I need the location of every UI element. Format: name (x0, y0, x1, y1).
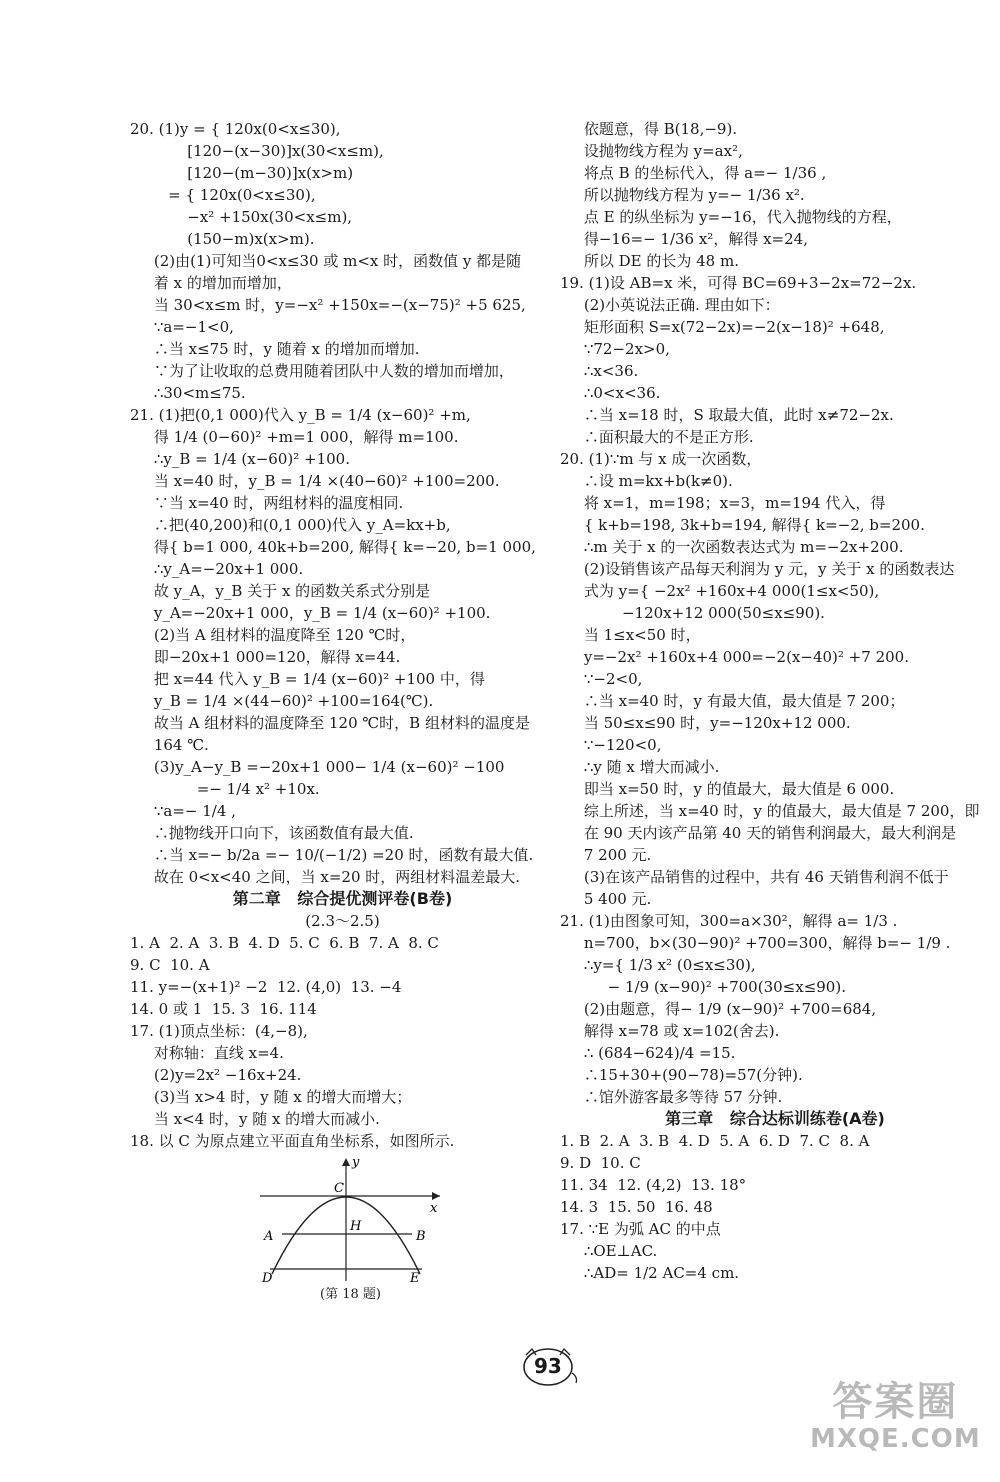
answer-line: 17. (1)顶点坐标：(4,−8), (130, 1022, 308, 1040)
parabola-diagram (250, 1156, 450, 1286)
y-axis-arrow (342, 1158, 350, 1166)
solution-line: −x² +150x(30<x≤m), (130, 208, 353, 226)
solution-line: 矩形面积 S=x(72−2x)=−2(x−18)² +648, (560, 318, 885, 336)
solution-line: 即−20x+1 000=120，解得 x=44. (130, 648, 401, 666)
solution-line: n=700，b×(30−90)² +700=300，解得 b=− 1/9 . (560, 934, 951, 952)
solution-line: 着 x 的增加而增加， (130, 274, 292, 292)
solution-line: ∴设 m=kx+b(k≠0). (560, 472, 733, 490)
answer-line: ∴OE⊥AC. (560, 1242, 658, 1260)
watermark-url: MXQE.COM (810, 1424, 981, 1454)
label-x: x (430, 1201, 438, 1216)
solution-line: ∴0<x<36. (560, 384, 661, 402)
answer-line: 11. y=−(x+1)² −2 12. (4,0) 13. −4 (130, 978, 402, 996)
solution-line: 点 E 的纵坐标为 y=−16，代入抛物线的方程， (560, 208, 902, 226)
answer-line: 1. B 2. A 3. B 4. D 5. A 6. D 7. C 8. A (560, 1132, 870, 1150)
solution-line: 当 30<x≤m 时，y=−x² +150x=−(x−75)² +5 625, (130, 296, 526, 314)
solution-line: ∴当 x=40 时，y 有最大值，最大值是 7 200； (560, 692, 905, 710)
solution-line: ∴x<36. (560, 362, 639, 380)
solution-line: 7 200 元. (560, 846, 652, 864)
solution-line: 21. (1)把(0,1 000)代入 y_B = 1/4 (x−60)² +m, (130, 406, 471, 424)
right-text-block (560, 118, 990, 1108)
watermark-title: 答案圈 (832, 1379, 959, 1425)
solution-line: (150−m)x(x>m). (130, 230, 315, 248)
solution-line: 把 x=44 代入 y_B = 1/4 (x−60)² +100 中，得 (130, 670, 485, 688)
solution-line: ∵a=− 1/4 , (130, 802, 236, 820)
solution-line: y_A=−20x+1 000，y_B = 1/4 (x−60)² +100. (130, 604, 491, 622)
solution-line: (2)由题意，得− 1/9 (x−90)² +700=684, (560, 1000, 877, 1018)
solution-line: y=−2x² +160x+4 000=−2(x−40)² +7 200. (560, 648, 909, 666)
answer-line: (2)y=2x² −16x+24. (130, 1066, 302, 1084)
solution-line: ∵当 x=40 时，两组材料的温度相同. (130, 494, 404, 512)
solution-line: 即当 x=50 时，y 的值最大，最大值是 6 000. (560, 780, 895, 798)
watermark (810, 1380, 981, 1454)
solution-line: [120−(x−30)]x(30<x≤m), (130, 142, 384, 160)
solution-line: (2)由(1)可知当0<x≤30 或 m<x 时，函数值 y 都是随 (130, 252, 522, 270)
solution-line: (3)在该产品销售的过程中，共有 46 天销售利润不低于 (560, 868, 949, 886)
label-d: D (262, 1271, 273, 1286)
solution-line: 式为 y={ −2x² +160x+4 000(1≤x<50), (560, 582, 880, 600)
solution-line: 解得 x=78 或 x=102(舍去). (560, 1022, 780, 1040)
label-y: y (352, 1156, 360, 1170)
solution-line: 所以 DE 的长为 48 m. (560, 252, 739, 270)
solution-line: 当 1≤x<50 时， (560, 626, 701, 644)
solution-line: ∴抛物线开口向下，该函数值有最大值. (130, 824, 414, 842)
left-text-block (130, 118, 555, 888)
chapter3-heading: 第三章 综合达标训练卷(A卷) (665, 1109, 885, 1128)
solution-line: 故 y_A，y_B 关于 x 的函数关系式分别是 (130, 582, 431, 600)
solution-line: ∵为了让收取的总费用随着团队中人数的增加而增加， (130, 362, 514, 380)
answer-line: 当 x<4 时，y 随 x 的增大而减小. (130, 1110, 380, 1128)
answer-line: 14. 0 或 1 15. 3 16. 114 (130, 1000, 317, 1018)
solution-line: ∵−2<0, (560, 670, 643, 688)
solution-line: 故当 A 组材料的温度降至 120 ℃时，B 组材料的温度是 (130, 714, 530, 732)
solution-line: 故在 0<x<40 之间，当 x=20 时，两组材料温差最大. (130, 868, 521, 886)
solution-line: ∴馆外游客最多等待 57 分钟. (560, 1088, 783, 1106)
solution-line: 将点 B 的坐标代入，得 a=− 1/36 , (560, 164, 827, 182)
solution-line: 依题意，得 B(18,−9). (560, 120, 738, 138)
solution-line: ∴当 x≤75 时，y 随着 x 的增加而增加. (130, 340, 420, 358)
solution-line: ∵−120<0, (560, 736, 662, 754)
solution-line: ∴m 关于 x 的一次函数表达式为 m=−2x+200. (560, 538, 904, 556)
solution-line: { k+b=198, 3k+b=194, 解得{ k=−2, b=200. (560, 516, 925, 534)
solution-line: − 1/9 (x−90)² +700(30≤x≤90). (560, 978, 846, 996)
page-number-badge (520, 1345, 580, 1389)
label-h: H (350, 1219, 362, 1234)
solution-line: 20. (1)y = { 120x(0<x≤30), (130, 120, 341, 138)
solution-line: ∴y 随 x 增大而减小. (560, 758, 720, 776)
answer-line: 9. C 10. A (130, 956, 210, 974)
solution-line: 当 50≤x≤90 时，y=−120x+12 000. (560, 714, 851, 732)
solution-line: ∴y={ 1/3 x² (0≤x≤30), (560, 956, 756, 974)
chapter2-subheading: (2.3～2.5) (305, 912, 380, 930)
answer-line: 18. 以 C 为原点建立平面直角坐标系，如图所示. (130, 1132, 455, 1150)
right-column (560, 118, 990, 1284)
answer-line: 9. D 10. C (560, 1154, 641, 1172)
solution-line: [120−(m−30)]x(x>m) (130, 164, 354, 182)
solution-line: 得−16=− 1/36 x²，解得 x=24, (560, 230, 808, 248)
solution-line: ∴ (684−624)/4 =15. (560, 1044, 736, 1062)
label-a: A (264, 1229, 274, 1244)
solution-line: (3)y_A−y_B =−20x+1 000− 1/4 (x−60)² −100 (130, 758, 505, 776)
answer-line: 1. A 2. A 3. B 4. D 5. C 6. B 7. A 8. C (130, 934, 439, 952)
answer-line: 14. 3 15. 50 16. 48 (560, 1198, 713, 1216)
solution-line: 将 x=1，m=198；x=3，m=194 代入，得 (560, 494, 886, 512)
answer-line: (3)当 x>4 时，y 随 x 的增大而增大； (130, 1088, 412, 1106)
solution-line: ∴y_A=−20x+1 000. (130, 560, 304, 578)
chapter2-heading: 第二章 综合提优测评卷(B卷) (232, 889, 453, 908)
solution-line: 20. (1)∵m 与 x 成一次函数， (560, 450, 762, 468)
label-c: C (334, 1181, 344, 1196)
x-axis-arrow (432, 1192, 440, 1200)
solution-line: ∵72−2x>0, (560, 340, 670, 358)
figure-18 (130, 1156, 555, 1306)
answer-line: 11. 34 12. (4,2) 13. 18° (560, 1176, 747, 1194)
label-b: B (416, 1229, 426, 1244)
solution-line: ∴15+30+(90−78)=57(分钟). (560, 1066, 803, 1084)
solution-line: ∴30<m≤75. (130, 384, 246, 402)
solution-line: ∴面积最大的不是正方形. (560, 428, 754, 446)
solution-line: (2)小英说法正确. 理由如下： (560, 296, 780, 314)
answer-line: 对称轴：直线 x=4. (130, 1044, 284, 1062)
solution-line: 得{ b=1 000, 40k+b=200, 解得{ k=−20, b=1 000, (130, 538, 536, 556)
solution-line: 在 90 天内该产品第 40 天的销售利润最大，最大利润是 (560, 824, 957, 842)
solution-line: −120x+12 000(50≤x≤90). (560, 604, 825, 622)
solution-line: = { 120x(0<x≤30), (130, 186, 316, 204)
solution-line: (2)设销售该产品每天利润为 y 元，y 关于 x 的函数表达 (560, 560, 955, 578)
figure-caption: (第 18 题) (320, 1287, 381, 1302)
solution-line: ∴当 x=− b/2a =− 10/(−1/2) =20 时，函数有最大值. (130, 846, 534, 864)
solution-line: 164 ℃. (130, 736, 209, 754)
solution-line: =− 1/4 x² +10x. (130, 780, 320, 798)
page-number: 93 (534, 1354, 562, 1378)
solution-line: (2)当 A 组材料的温度降至 120 ℃时， (130, 626, 416, 644)
solution-line: 设抛物线方程为 y=ax², (560, 142, 743, 160)
solution-line: ∵a=−1<0, (130, 318, 234, 336)
solution-line: 所以抛物线方程为 y=− 1/36 x². (560, 186, 805, 204)
solution-line: 当 x=40 时，y_B = 1/4 ×(40−60)² +100=200. (130, 472, 500, 490)
solution-line: ∴当 x=18 时，S 取最大值，此时 x≠72−2x. (560, 406, 894, 424)
solution-line: 5 400 元. (560, 890, 652, 908)
right-answers-block (560, 1130, 990, 1284)
solution-line: 21. (1)由图象可知，300=a×30²，解得 a= 1/3 . (560, 912, 898, 930)
solution-line: 综上所述，当 x=40 时，y 的值最大，最大值是 7 200，即 (560, 802, 980, 820)
solution-line: 19. (1)设 AB=x 米，可得 BC=69+3−2x=72−2x. (560, 274, 917, 292)
left-column (130, 118, 555, 1306)
solution-line: ∴y_B = 1/4 (x−60)² +100. (130, 450, 350, 468)
answer-line: 17. ∵E 为弧 AC 的中点 (560, 1220, 721, 1238)
left-answers-block (130, 932, 555, 1152)
label-e: E (410, 1271, 420, 1286)
solution-line: ∴把(40,200)和(0,1 000)代入 y_A=kx+b, (130, 516, 451, 534)
solution-line: y_B = 1/4 ×(44−60)² +100=164(℃). (130, 692, 434, 710)
answer-line: ∴AD= 1/2 AC=4 cm. (560, 1264, 740, 1282)
solution-line: 得 1/4 (0−60)² +m=1 000，解得 m=100. (130, 428, 459, 446)
